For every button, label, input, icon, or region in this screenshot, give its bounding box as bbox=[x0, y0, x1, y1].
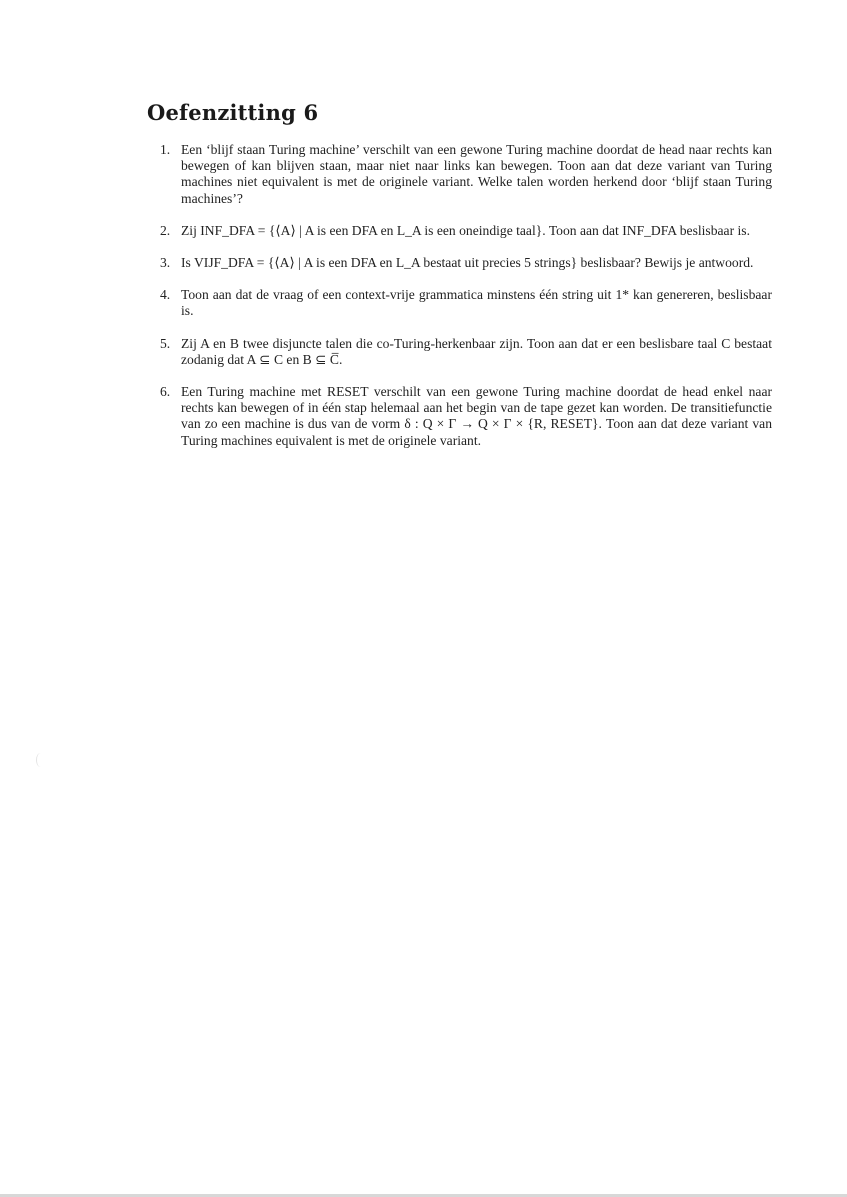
exercise-number: 2. bbox=[160, 222, 171, 238]
scan-artifact bbox=[36, 753, 45, 767]
exercise-item bbox=[160, 287, 772, 319]
exercise-text: Een Turing machine met RESET verschilt van een gewone Turing machine doordat de head enkel naar rechts kan bewegen of in één stap helemaal aan het begin van de tape gezet kan worden. De transitiefunctie van zo een machine is dus van de vorm δ : Q × Γ → Q × Γ × {R, RESET}. Toon aan dat deze variant van Turing machines equivalent is met de originele variant. bbox=[181, 384, 772, 448]
exercise-item bbox=[160, 255, 772, 271]
exercise-text: Een ‘blijf staan Turing machine’ verschilt van een gewone Turing machine doordat de head naar rechts kan bewegen of kan blijven staan, maar niet naar links kan bewegen. Toon aan dat deze variant van Turing machines niet equivalent is met de originele variant. Welke talen worden herkend door ‘blijf staan Turing machines’? bbox=[181, 142, 772, 206]
page-title: Oefenzitting 6 bbox=[147, 100, 319, 125]
exercise-number: 4. bbox=[160, 287, 171, 303]
exercise-text: Is VIJF_DFA = {⟨A⟩ | A is een DFA en L_A bestaat uit precies 5 strings} beslisbaar? Bewijs je antwoord. bbox=[181, 255, 754, 271]
exercise-text: Toon aan dat de vraag of een context-vrije grammatica minstens één string uit 1* kan genereren, beslisbaar is. bbox=[181, 287, 772, 319]
exercise-item bbox=[160, 384, 772, 449]
exercise-text: Zij A en B twee disjuncte talen die co-Turing-herkenbaar zijn. Toon aan dat er een beslisbare taal C bestaat zodanig dat A ⊆ C en B ⊆ C̅. bbox=[181, 335, 772, 367]
exercise-number: 1. bbox=[160, 142, 171, 157]
exercise-item bbox=[160, 223, 772, 239]
exercise-number: 5. bbox=[160, 335, 171, 351]
exercise-number: 6. bbox=[160, 384, 171, 400]
exercise-item bbox=[160, 142, 772, 207]
exercise-list bbox=[160, 142, 772, 465]
exercise-item bbox=[160, 336, 772, 368]
exercise-number: 3. bbox=[160, 255, 171, 271]
exercise-text: Zij INF_DFA = {⟨A⟩ | A is een DFA en L_A is een oneindige taal}. Toon aan dat INF_DFA beslisbaar is. bbox=[181, 222, 750, 238]
